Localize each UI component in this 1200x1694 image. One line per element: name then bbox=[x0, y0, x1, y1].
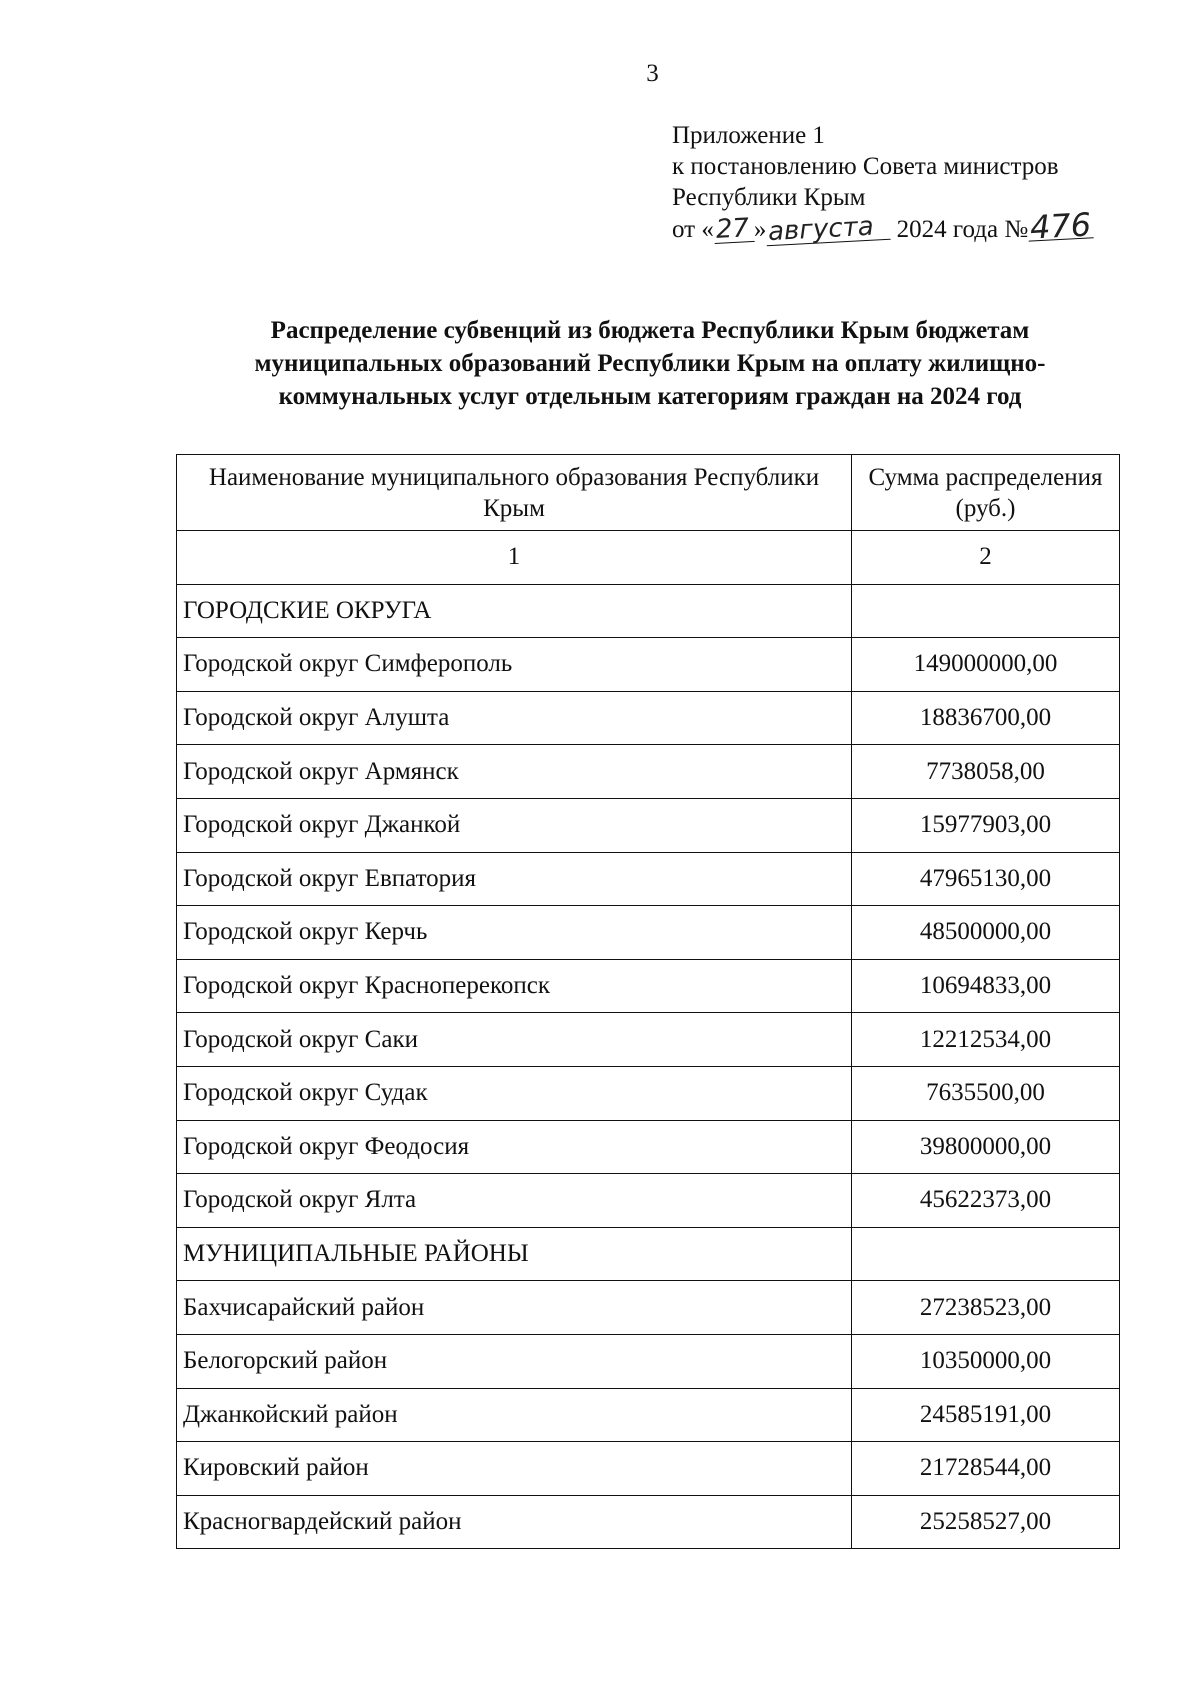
row-sum-cell: 10694833,00 bbox=[852, 959, 1120, 1013]
row-name-cell: Городской округ Красноперекопск bbox=[177, 959, 852, 1013]
table-row bbox=[177, 1013, 1120, 1067]
row-name-cell: Городской округ Джанкой bbox=[177, 798, 852, 852]
header-name-column: Наименование муниципального образования Республики Крым bbox=[177, 455, 852, 531]
handwritten-doc-number: 476 bbox=[1029, 205, 1093, 247]
appendix-line-3: Республики Крым bbox=[672, 184, 866, 211]
appendix-line-1: Приложение 1 bbox=[672, 122, 825, 149]
row-name-cell: Белогорский район bbox=[177, 1334, 852, 1388]
table-row bbox=[177, 798, 1120, 852]
table-row bbox=[177, 959, 1120, 1013]
document-title bbox=[170, 314, 1130, 413]
row-sum-cell: 39800000,00 bbox=[852, 1120, 1120, 1174]
row-name-cell: Городской округ Алушта bbox=[177, 691, 852, 745]
row-name-cell: Городской округ Судак bbox=[177, 1066, 852, 1120]
row-sum-cell: 27238523,00 bbox=[852, 1281, 1120, 1335]
row-sum-cell: 149000000,00 bbox=[852, 638, 1120, 692]
column-number-2: 2 bbox=[852, 531, 1120, 585]
table-row bbox=[177, 1281, 1120, 1335]
row-sum-cell: 24585191,00 bbox=[852, 1388, 1120, 1442]
date-year: 2024 года № bbox=[896, 216, 1029, 243]
page-number: 3 bbox=[646, 60, 659, 87]
row-name-cell: Городской округ Саки bbox=[177, 1013, 852, 1067]
row-sum-cell: 7635500,00 bbox=[852, 1066, 1120, 1120]
row-sum-cell: 12212534,00 bbox=[852, 1013, 1120, 1067]
table-row bbox=[177, 1227, 1120, 1281]
appendix-date-line bbox=[672, 205, 1093, 248]
row-name-cell: МУНИЦИПАЛЬНЫЕ РАЙОНЫ bbox=[177, 1227, 852, 1281]
table-row bbox=[177, 1388, 1120, 1442]
row-name-cell: Джанкойский район bbox=[177, 1388, 852, 1442]
appendix-line-2: к постановлению Совета министров bbox=[672, 153, 1059, 180]
row-name-cell: Городской округ Керчь bbox=[177, 906, 852, 960]
row-sum-cell: 15977903,00 bbox=[852, 798, 1120, 852]
handwritten-month: августа bbox=[766, 213, 891, 246]
row-sum-cell bbox=[852, 584, 1120, 638]
row-sum-cell: 21728544,00 bbox=[852, 1442, 1120, 1496]
table-row bbox=[177, 852, 1120, 906]
table-row bbox=[177, 691, 1120, 745]
column-number-row bbox=[177, 531, 1120, 585]
row-name-cell: Городской округ Евпатория bbox=[177, 852, 852, 906]
table-row bbox=[177, 1174, 1120, 1228]
row-name-cell: Городской округ Симферополь bbox=[177, 638, 852, 692]
row-sum-cell: 10350000,00 bbox=[852, 1334, 1120, 1388]
table-row bbox=[177, 1442, 1120, 1496]
row-name-cell: Городской округ Армянск bbox=[177, 745, 852, 799]
date-prefix: от « bbox=[672, 216, 714, 243]
row-name-cell: Кировский район bbox=[177, 1442, 852, 1496]
table-row bbox=[177, 1066, 1120, 1120]
row-sum-cell: 7738058,00 bbox=[852, 745, 1120, 799]
table-row bbox=[177, 1495, 1120, 1549]
title-line-2: муниципальных образований Республики Крым на оплату жилищно- bbox=[254, 350, 1046, 377]
distribution-table bbox=[176, 454, 1120, 1549]
header-sum-column: Сумма распределения (руб.) bbox=[852, 455, 1120, 531]
row-name-cell: Красногвардейский район bbox=[177, 1495, 852, 1549]
table-body bbox=[177, 584, 1120, 1549]
column-number-1: 1 bbox=[177, 531, 852, 585]
title-line-3: коммунальных услуг отдельным категориям граждан на 2024 год bbox=[278, 383, 1022, 410]
table-row bbox=[177, 1334, 1120, 1388]
row-sum-cell: 25258527,00 bbox=[852, 1495, 1120, 1549]
row-name-cell: ГОРОДСКИЕ ОКРУГА bbox=[177, 584, 852, 638]
table-row bbox=[177, 584, 1120, 638]
row-name-cell: Городской округ Ялта bbox=[177, 1174, 852, 1228]
row-sum-cell: 18836700,00 bbox=[852, 691, 1120, 745]
row-name-cell: Городской округ Феодосия bbox=[177, 1120, 852, 1174]
date-separator: » bbox=[753, 216, 767, 243]
row-sum-cell: 45622373,00 bbox=[852, 1174, 1120, 1228]
row-sum-cell: 48500000,00 bbox=[852, 906, 1120, 960]
table-row bbox=[177, 638, 1120, 692]
table-row bbox=[177, 745, 1120, 799]
handwritten-day: 27 bbox=[713, 215, 754, 244]
row-sum-cell bbox=[852, 1227, 1120, 1281]
table-row bbox=[177, 906, 1120, 960]
appendix-block bbox=[672, 120, 1093, 248]
table-header-row bbox=[177, 455, 1120, 531]
row-name-cell: Бахчисарайский район bbox=[177, 1281, 852, 1335]
table-row bbox=[177, 1120, 1120, 1174]
row-sum-cell: 47965130,00 bbox=[852, 852, 1120, 906]
title-line-1: Распределение субвенций из бюджета Республики Крым бюджетам bbox=[270, 317, 1030, 344]
